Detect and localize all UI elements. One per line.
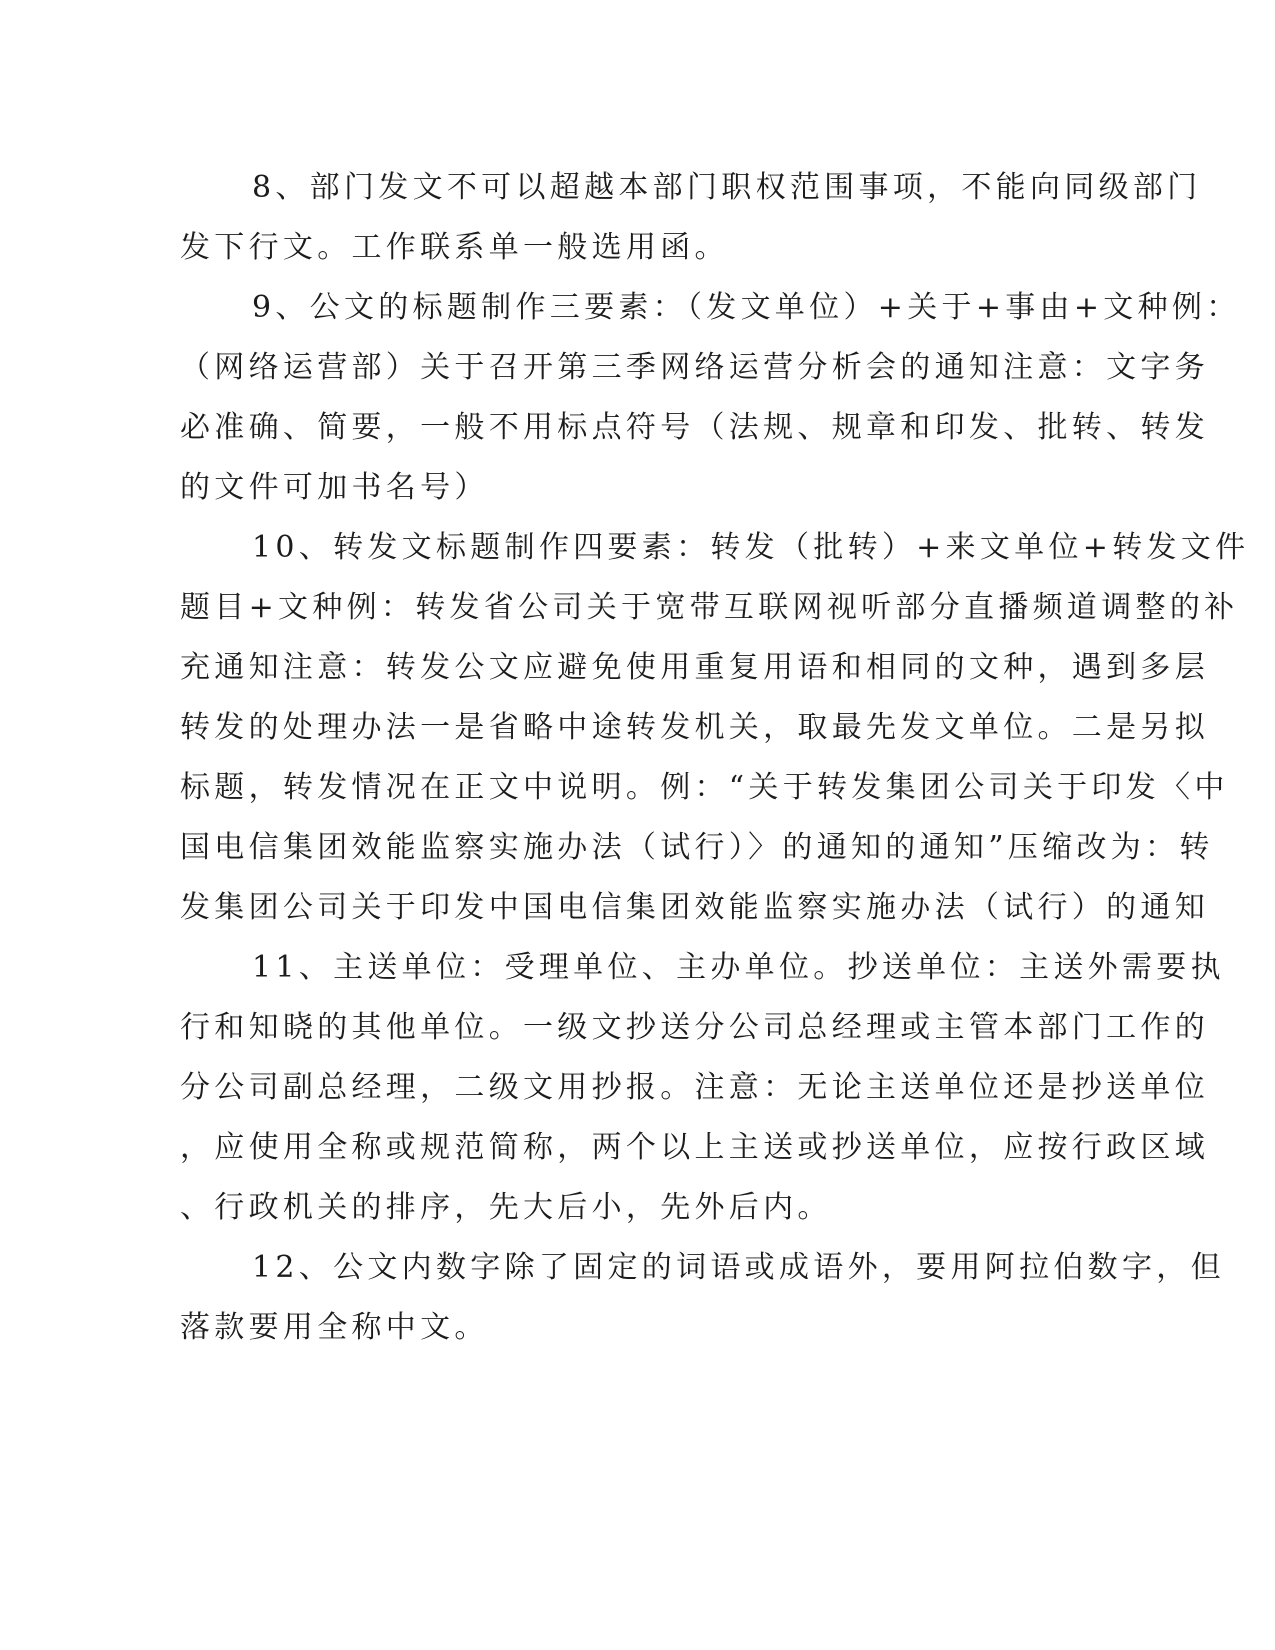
paragraph-9-line-4: 的文件可加书名号）: [180, 470, 489, 505]
paragraph-8-line-2: 发下行文。工作联系单一般选用函。: [180, 230, 729, 265]
paragraph-11-line-3: 分公司副总经理，二级文用抄报。注意：无论主送单位还是抄送单位: [180, 1070, 1209, 1105]
paragraph-10-line-1: 10、转发文标题制作四要素：转发（批转）+来文单位+转发文件: [252, 530, 1250, 565]
paragraph-12-line-2: 落款要用全称中文。: [180, 1310, 489, 1345]
paragraph-9-line-3: 必准确、简要，一般不用标点符号（法规、规章和印发、批转、转发: [180, 410, 1209, 445]
paragraph-10-line-4: 转发的处理办法一是省略中途转发机关，取最先发文单位。二是另拟: [180, 710, 1209, 745]
paragraph-11-line-2: 行和知晓的其他单位。一级文抄送分公司总经理或主管本部门工作的: [180, 1010, 1209, 1045]
paragraph-11-line-5: 、行政机关的排序，先大后小，先外后内。: [180, 1190, 832, 1225]
paragraph-8-line-1: 8、部门发文不可以超越本部门职权范围事项，不能向同级部门: [252, 170, 1202, 205]
paragraph-10-line-6: 国电信集团效能监察实施办法（试行）〉的通知的通知”压缩改为：转: [180, 830, 1214, 865]
paragraph-11-line-1: 11、主送单位：受理单位、主办单位。抄送单位：主送外需要执: [252, 950, 1225, 985]
paragraph-10-line-2: 题目+文种例：转发省公司关于宽带互联网视听部分直播频道调整的补: [180, 590, 1239, 625]
paragraph-9-line-2: （网络运营部）关于召开第三季网络运营分析会的通知注意：文字务: [180, 350, 1209, 385]
paragraph-12-line-1: 12、公文内数字除了固定的词语或成语外，要用阿拉伯数字，但: [252, 1250, 1225, 1285]
paragraph-11-line-4: ，应使用全称或规范简称，两个以上主送或抄送单位，应按行政区域: [180, 1130, 1209, 1165]
paragraph-10-line-7: 发集团公司关于印发中国电信集团效能监察实施办法（试行）的通知: [180, 890, 1209, 925]
paragraph-10-line-5: 标题，转发情况在正文中说明。例：“关于转发集团公司关于印发〈中: [180, 770, 1229, 805]
paragraph-10-line-3: 充通知注意：转发公文应避免使用重复用语和相同的文种，遇到多层: [180, 650, 1209, 685]
paragraph-9-line-1: 9、公文的标题制作三要素：（发文单位）+关于+事由+文种例：: [252, 290, 1241, 325]
